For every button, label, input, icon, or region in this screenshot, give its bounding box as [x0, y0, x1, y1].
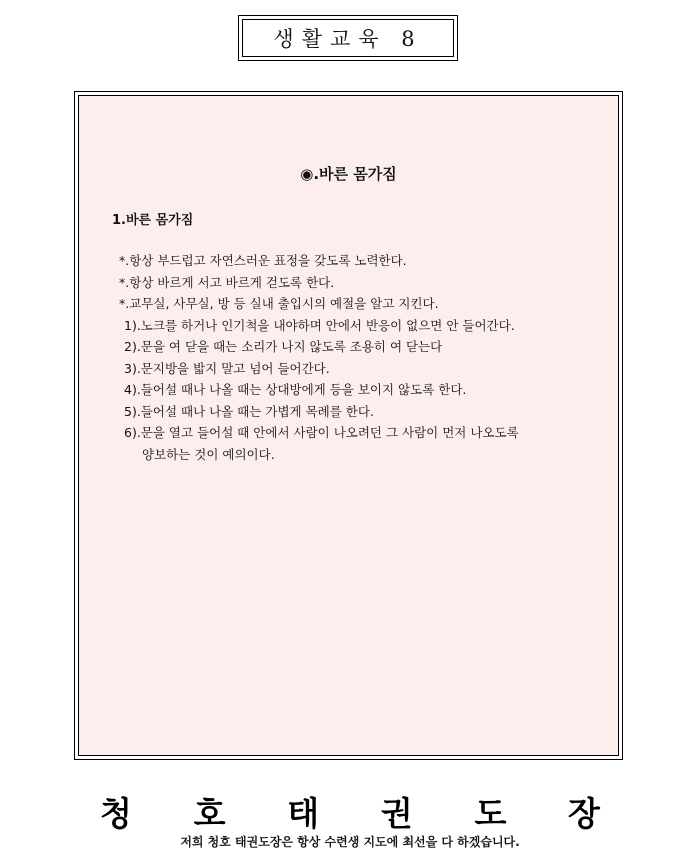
dojang-name-char: 장: [568, 794, 600, 833]
list-item: 1).노크를 하거나 인기척을 내야하며 안에서 반응이 없으면 안 들어간다.: [124, 317, 515, 333]
dojang-name-char: 호: [193, 794, 226, 833]
title-box: [238, 15, 458, 61]
dojang-slogan: 저희 청호 태권도장은 항상 수련생 지도에 최선을 다 하겠습니다.: [180, 835, 520, 849]
list-item: 6).문을 열고 들어설 때 안에서 사람이 나오려던 그 사람이 먼저 나오도록: [124, 425, 519, 440]
list-item: 3).문지방을 밟지 말고 넘어 들어간다.: [124, 360, 330, 376]
list-item: *.항상 부드럽고 자연스러운 표정을 갖도록 노력한다.: [119, 253, 407, 268]
dojang-name-char: 태: [287, 794, 320, 833]
rules-list: [119, 250, 589, 465]
page-title: 생활교육 8: [242, 19, 454, 57]
list-item-continuation: 양보하는 것이 예의이다.: [142, 446, 275, 462]
list-item: 4).들어설 때나 나올 때는 상대방에게 등을 보이지 않도록 한다.: [124, 382, 467, 397]
content-frame: [74, 91, 623, 760]
dojang-name-char: 청: [100, 794, 132, 833]
dojang-name-char: 도: [474, 794, 507, 833]
list-item: *.교무실, 사무실, 방 등 실내 출입시의 예절을 알고 지킨다.: [119, 296, 439, 311]
sub-heading: 1.바른 몸가짐: [112, 213, 194, 228]
section-heading: ◉.바른 몸가짐: [300, 165, 397, 183]
dojang-name: [100, 788, 600, 835]
content-panel: [78, 95, 619, 756]
dojang-name-char: 권: [380, 794, 413, 833]
list-item: 2).문을 여 닫을 때는 소리가 나지 않도록 조용히 여 닫는다: [124, 339, 443, 354]
list-item: *.항상 바르게 서고 바르게 걷도록 한다.: [119, 274, 335, 290]
list-item: 5).들어설 때나 나올 때는 가볍게 목례를 한다.: [124, 403, 374, 419]
